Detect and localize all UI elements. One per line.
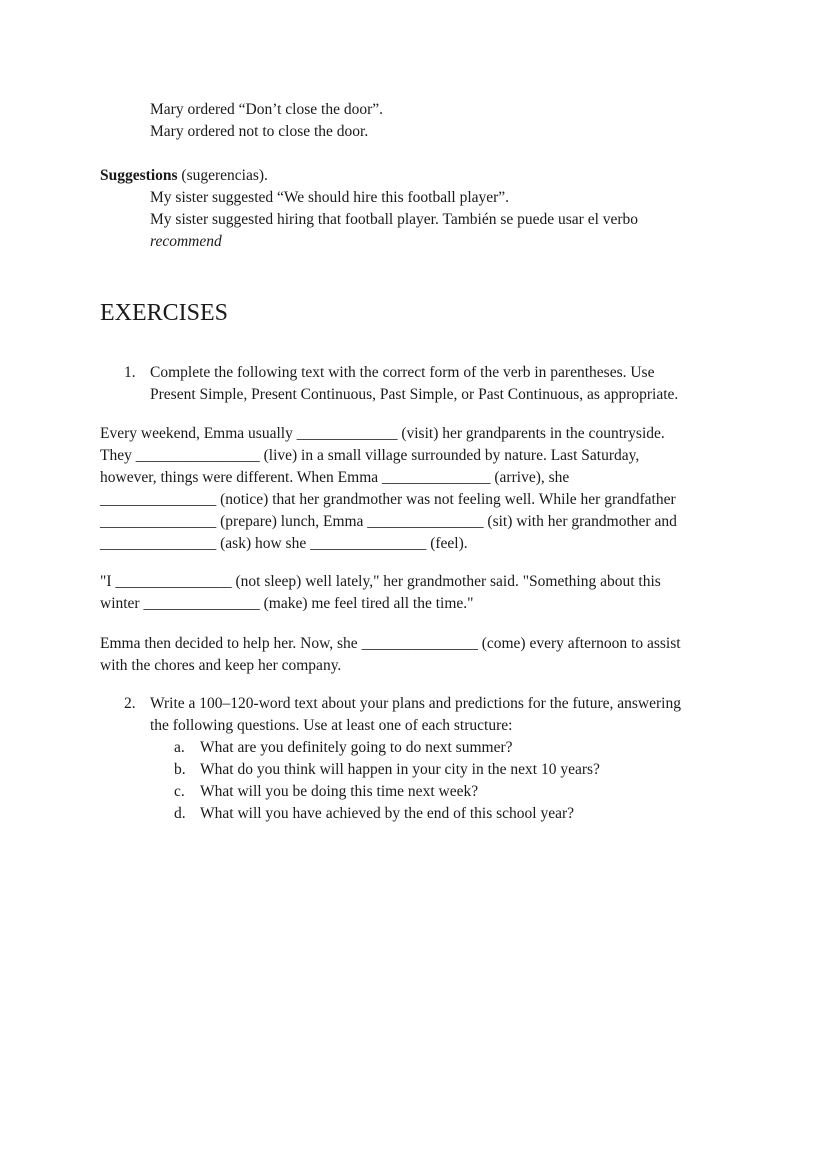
suggestions-title: Suggestions bbox=[100, 167, 178, 184]
exercise2-item-text: What will you be doing this time next week? bbox=[200, 783, 479, 800]
exercise1-para1-line: however, things were different. When Emma ______________ (arrive), she bbox=[100, 469, 570, 486]
suggestions-subtitle: (sugerencias). bbox=[177, 167, 268, 184]
exercise1-para2-line: winter _______________ (make) me feel tired all the time." bbox=[100, 595, 474, 612]
suggestion-verb: recommend bbox=[150, 233, 222, 250]
suggestions-heading bbox=[100, 165, 268, 187]
exercise1-para1-line: _______________ (notice) that her grandmother was not feeling well. While her grandfather bbox=[100, 491, 676, 508]
exercise1-para2-line: "I _______________ (not sleep) well lately," her grandmother said. "Something about this bbox=[100, 573, 661, 590]
suggestion-reported: My sister suggested hiring that football player. También se puede usar el verbo bbox=[150, 211, 639, 228]
order-direct: Mary ordered “Don’t close the door”. bbox=[150, 101, 383, 118]
exercise2-item-text: What do you think will happen in your city in the next 10 years? bbox=[200, 761, 600, 778]
exercise2-num: 2. bbox=[124, 695, 136, 712]
exercise2-instruction-2: the following questions. Use at least one of each structure: bbox=[150, 717, 513, 734]
exercise1-instruction-2: Present Simple, Present Continuous, Past Simple, or Past Continuous, as appropriate. bbox=[150, 386, 679, 403]
exercise2-instruction-1: Write a 100–120-word text about your plans and predictions for the future, answering bbox=[150, 695, 681, 712]
exercise2-item-label: b. bbox=[174, 761, 186, 778]
exercise1-para1-line: _______________ (ask) how she _______________ (feel). bbox=[100, 535, 468, 552]
exercise1-para1-line: Every weekend, Emma usually _____________ (visit) her grandparents in the countryside. bbox=[100, 425, 665, 442]
exercise2-item-text: What will you have achieved by the end of this school year? bbox=[200, 805, 575, 822]
exercise1-para1-line: _______________ (prepare) lunch, Emma _______________ (sit) with her grandmother and bbox=[100, 513, 677, 530]
suggestion-direct: My sister suggested “We should hire this football player”. bbox=[150, 189, 510, 206]
exercise1-num: 1. bbox=[124, 364, 136, 381]
exercise2-item-text: What are you definitely going to do next summer? bbox=[200, 739, 513, 756]
exercise2-item-label: a. bbox=[174, 739, 185, 756]
exercise2-item-label: d. bbox=[174, 805, 186, 822]
exercise1-para3-line: with the chores and keep her company. bbox=[100, 657, 342, 674]
exercise2-item-label: c. bbox=[174, 783, 185, 800]
exercise1-para3-line: Emma then decided to help her. Now, she _______________ (come) every afternoon to assist bbox=[100, 635, 681, 652]
order-reported: Mary ordered not to close the door. bbox=[150, 123, 369, 140]
exercise1-instruction-1: Complete the following text with the correct form of the verb in parentheses. Use bbox=[150, 364, 655, 381]
exercise1-para1-line: They ________________ (live) in a small village surrounded by nature. Last Saturday, bbox=[100, 447, 640, 464]
exercises-heading: EXERCISES bbox=[100, 300, 229, 326]
